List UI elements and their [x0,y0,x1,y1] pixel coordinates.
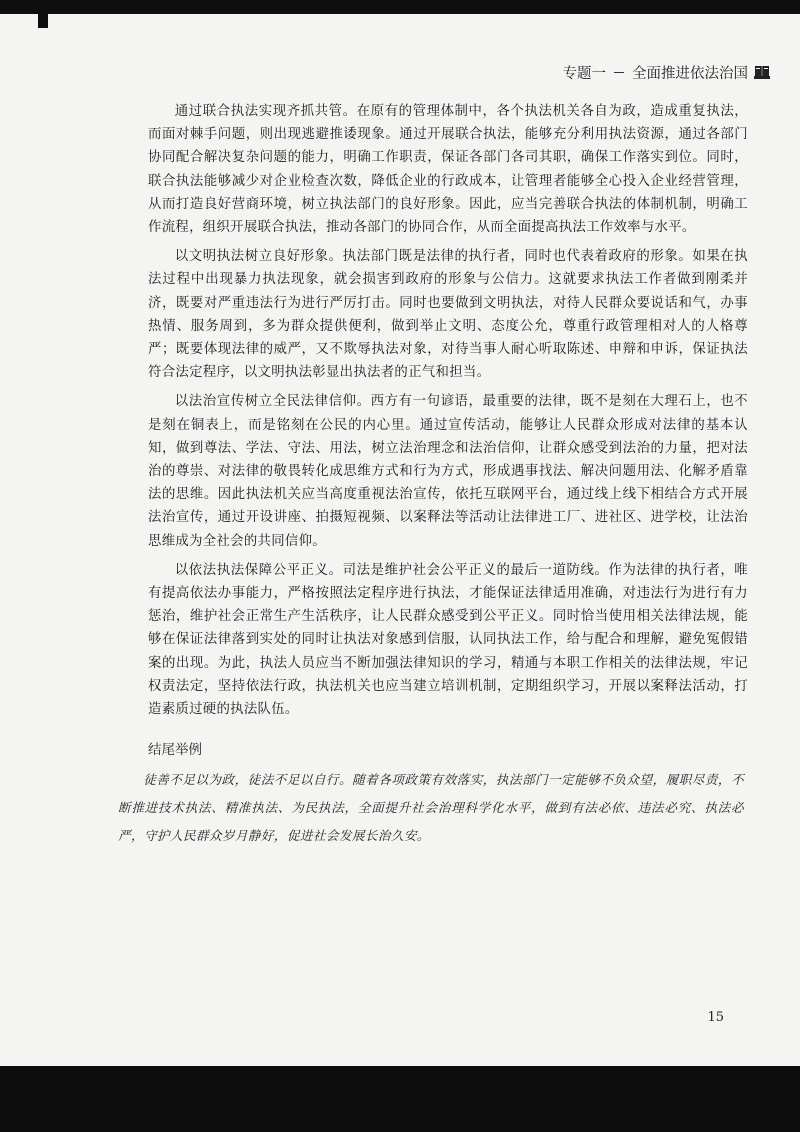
conclusion-heading: 结尾举例 [148,742,202,758]
scan-border-top [0,0,800,14]
paragraph-civilized-enforcement: 以文明执法树立良好形象。执法部门既是法律的执行者，同时也代表着政府的形象。如果在执法过程中出现暴力执法现象，就会损害到政府的形象与公信力。这就要求执法工作者做到刚柔并济，既要对严重违法行为进行严厉打击。同时也要做到文明执法，对待人民群众要说话和气，办事热情、服务周到，多为群众提供便利，做到举止文明、态度公允，尊重行政管理相对人的人格尊严；既要体现法律的威严，又不欺辱执法对象，对待当事人耐心听取陈述、申辩和申诉，保证执法符合法定程序，以文明执法彰显出执法者的正气和担当。 [148,249,748,381]
paragraph-joint-enforcement: 通过联合执法实现齐抓共管。在原有的管理体制中，各个执法机关各自为政，造成重复执法，而面对棘手问题，则出现逃避推诿现象。通过开展联合执法，能够充分利用执法资源，通过各部门协同配合解决复杂问题的能力，明确工作职责，保证各部门各司其职，确保工作落实到位。同时，联合执法能够减少对企业检查次数，降低企业的行政成本，让管理者能够全心投入企业经营管理，从而打造良好营商环境，树立执法部门的良好形象。因此，应当完善联合执法的体制机制，明确工作流程，组织开展联合执法，推动各部门的协同合作，从而全面提高执法工作效率与水平。 [148,104,748,236]
paragraph-legal-publicity: 以法治宣传树立全民法律信仰。西方有一句谚语，最重要的法律，既不是刻在大理石上，也不是刻在铜表上，而是铭刻在公民的内心里。通过宣传活动，能够让人民群众形成对法律的基本认知，做到尊法、学法、守法、用法，树立法治理念和法治信仰，让群众感受到法治的力量，把对法治的尊崇、对法律的敬畏转化成思维方式和行为方式，形成遇事找法、解决问题用法、化解矛盾靠法的思维。因此执法机关应当高度重视法治宣传，依托互联网平台，通过线上线下相结合方式开展法治宣传，通过开设讲座、拍摄短视频、以案释法等活动让法律进工厂、进社区、进学校，让法治思维成为全社会的共同信仰。 [148,394,748,549]
scan-border-bottom [0,1066,800,1132]
page-header [563,62,771,82]
page-number: 15 [707,1010,724,1025]
main-body [148,100,748,727]
header-dash [614,72,624,73]
paragraph-lawful-enforcement: 以依法执法保障公平正义。司法是维护社会公平正义的最后一道防线。作为法律的执行者，唯有提高依法办事能力，严格按照法定程序进行执法，才能保证法律适用准确，对违法行为进行有力惩治，维护社会正常生产生活秩序，让人民群众感受到公平正义。同时恰当使用相关法律法规，能够在保证法律落到实处的同时让执法对象感到信服，认同执法工作，给与配合和理解，避免冤假错案的出现。为此，执法人员应当不断加强法律知识的学习，精通与本职工作相关的法律法规，牢记权责法定，坚持依法行政，执法机关也应当建立培训机制，定期组织学习，开展以案释法活动，打造素质过硬的执法队伍。 [148,562,748,718]
conclusion-text: 徒善不足以为政，徒法不足以自行。随着各项政策有效落实，执法部门一定能够不负众望，履职尽责，不断推进技术执法、精准执法、为民执法，全面提升社会治理科学化水平，做到有法必依、违法必究、执法必严，守护人民群众岁月静好，促进社会发展长治久安。 [118,772,744,843]
section-label: 专题一 [562,65,606,82]
book-icon [754,64,770,80]
scan-border-corner [38,0,48,28]
header-title: 全面推进依法治国 [632,65,748,82]
